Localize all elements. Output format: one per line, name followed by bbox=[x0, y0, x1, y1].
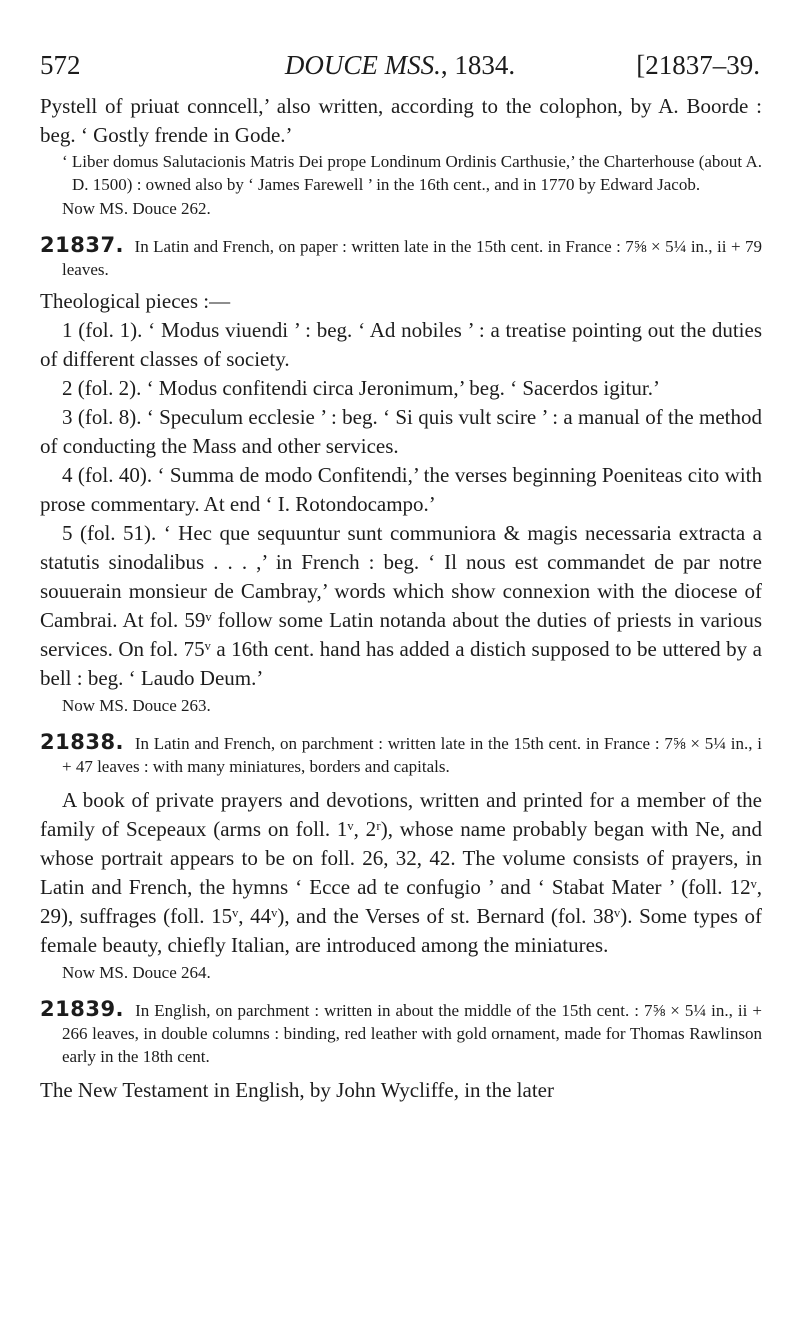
page-body bbox=[40, 92, 762, 1105]
entry-description: In English, on parchment : written in about the middle of the 15th cent. : 7⅝ × 5¼ in., ii + 266 leaves, in double columns : binding, red leather with gold ornament, made for Thomas Rawlinson early in the 18th cent. bbox=[62, 1001, 762, 1066]
entry-21837-shelfmark: Now MS. Douce 263. bbox=[62, 696, 211, 715]
entry-21838-text: A book of private prayers and devotions, written and printed for a member of the family of Scepeaux (arms on foll. 1ᵛ, 2ʳ), whose name probably began with Ne, and whose portrait appears to be on foll. 26, 32, 42. The volume consists of prayers, in Latin and French, the hymns ‘ Ecce ad te confugio ’ and ‘ Stabat Mater ’ (foll. 12ᵛ, 29), suffrages (foll. 15ᵛ, 44ᵛ), and the Verses of st. Bernard (fol. 38ᵛ). Some types of female beauty, chiefly Italian, are introduced among the miniatures. bbox=[40, 788, 762, 957]
entry-21837-meta bbox=[40, 234, 762, 281]
entry-description: In Latin and French, on paper : written late in the 15th cent. in France : 7⅝ × 5¼ in., ii + 79 leaves. bbox=[62, 237, 763, 279]
entry-21838-shelfmark: Now MS. Douce 264. bbox=[62, 963, 211, 982]
intro-shelfmark: Now MS. Douce 262. bbox=[62, 199, 211, 218]
entry-21839-meta bbox=[40, 998, 762, 1068]
entry-number: 21839. bbox=[40, 997, 125, 1021]
entry-21837-item: 2 (fol. 2). ‘ Modus confitendi circa Jeronimum,’ beg. ‘ Sacerdos igitur.’ bbox=[62, 376, 660, 400]
entry-range: [21837–39. bbox=[636, 50, 760, 80]
entry-21837-item: 3 (fol. 8). ‘ Speculum ecclesie ’ : beg. ‘ Si quis vult scire ’ : a manual of the method of conducting the Mass and other services. bbox=[40, 405, 762, 458]
entry-21837-item: 1 (fol. 1). ‘ Modus viuendi ’ : beg. ‘ Ad nobiles ’ : a treatise pointing out the duties of different classes of society. bbox=[40, 318, 762, 371]
entry-21837-heading: Theological pieces :— bbox=[40, 289, 231, 313]
entry-21837-item: 5 (fol. 51). ‘ Hec que sequuntur sunt communiora & magis necessaria extracta a statutis sinodalibus . . . ,’ in French : beg. ‘ Il nous est commandet de par notre souuerain monsieur de Cambray,’ words which show connexion with the diocese of Cambrai. At fol. 59ᵛ follow some Latin notanda about the duties of priests in various services. On fol. 75ᵛ a 16th cent. hand has added a distich supposed to be uttered by a bell : beg. ‘ Laudo Deum.’ bbox=[40, 521, 762, 690]
entry-21838-meta bbox=[40, 731, 762, 778]
running-title-main: DOUCE MSS. bbox=[284, 50, 441, 80]
intro-text: Pystell of priuat conncell,’ also written, according to the colophon, by A. Boorde : beg. ‘ Gostly frende in Gode.’ bbox=[40, 94, 762, 147]
running-title-year: , 1834. bbox=[440, 50, 516, 80]
entry-number: 21838. bbox=[40, 730, 125, 754]
entry-number: 21837. bbox=[40, 233, 125, 257]
entry-21837-item: 4 (fol. 40). ‘ Summa de modo Confitendi,’ the verses beginning Poeniteas cito with prose commentary. At end ‘ I. Rotondocampo.’ bbox=[40, 463, 762, 516]
entry-21839-text: The New Testament in English, by John Wycliffe, in the later bbox=[40, 1078, 554, 1102]
entry-description: In Latin and French, on parchment : written late in the 15th cent. in France : 7⅝ × 5¼ in., i + 47 leaves : with many miniatures, borders and capitals. bbox=[62, 734, 762, 776]
page-number: 572 bbox=[40, 50, 81, 80]
running-header bbox=[40, 50, 760, 84]
intro-provenance-note: ‘ Liber domus Salutacionis Matris Dei prope Londinum Ordinis Carthusie,’ the Charterhouse (about A. D. 1500) : owned also by ‘ James Farewell ’ in the 16th cent., and in 1770 by Edward Jacob. bbox=[62, 152, 762, 194]
